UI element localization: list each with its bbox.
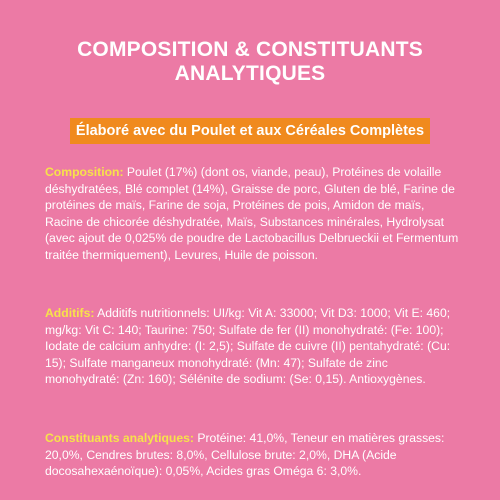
recipe-banner: Élaboré avec du Poulet et aux Céréales Complètes	[70, 118, 430, 144]
constituants-section	[45, 430, 463, 480]
constituants-label: Constituants analytiques:	[45, 431, 194, 445]
additifs-text: Additifs nutritionnels: UI/kg: Vit A: 33000; Vit D3: 1000; Vit E: 460; mg/kg: Vit C: 140; Taurine: 750; Sulfate de fer (II) monohydraté: (Fe: 100); Iodate de calcium anhydre: (I: 2,5); Sulfate de cuivre (II) pentahydraté: (Cu: 15); Sulfate manganeux monohydraté: (Mn: 47); Sulfate de zinc monohydraté: (Zn: 160); Sélénite de sodium: (Se: 0,15). Antioxygènes.	[45, 306, 451, 387]
page-title-line-2: ANALYTIQUES	[174, 62, 326, 85]
additifs-section	[45, 305, 463, 388]
constituants-text: Protéine: 41,0%, Teneur en matières grasses: 20,0%, Cendres brutes: 8,0%, Cellulose brute: 2,0%, DHA (Acide docosahexaénoïque): 0,05%, Acides gras Oméga 6: 3,0%.	[45, 431, 445, 479]
additifs-label: Additifs:	[45, 306, 95, 320]
page-title	[0, 38, 500, 86]
page-title-line-1: COMPOSITION & CONSTITUANTS	[77, 38, 423, 61]
composition-text: Poulet (17%) (dont os, viande, peau), Protéines de volaille déshydratées, Blé complet (14%), Graisse de porc, Gluten de blé, Farine de protéines de maïs, Farine de soja, Protéines de pois, Amidon de maïs, Racine de chicorée déshydratée, Maïs, Substances minérales, Hydrolysat (avec ajout de 0,025% de poudre de Lactobacillus Delbrueckii et Fermentum traitée thermiquement), Levures, Huile de poisson.	[45, 165, 459, 262]
composition-section	[45, 164, 463, 264]
composition-label: Composition:	[45, 165, 124, 179]
